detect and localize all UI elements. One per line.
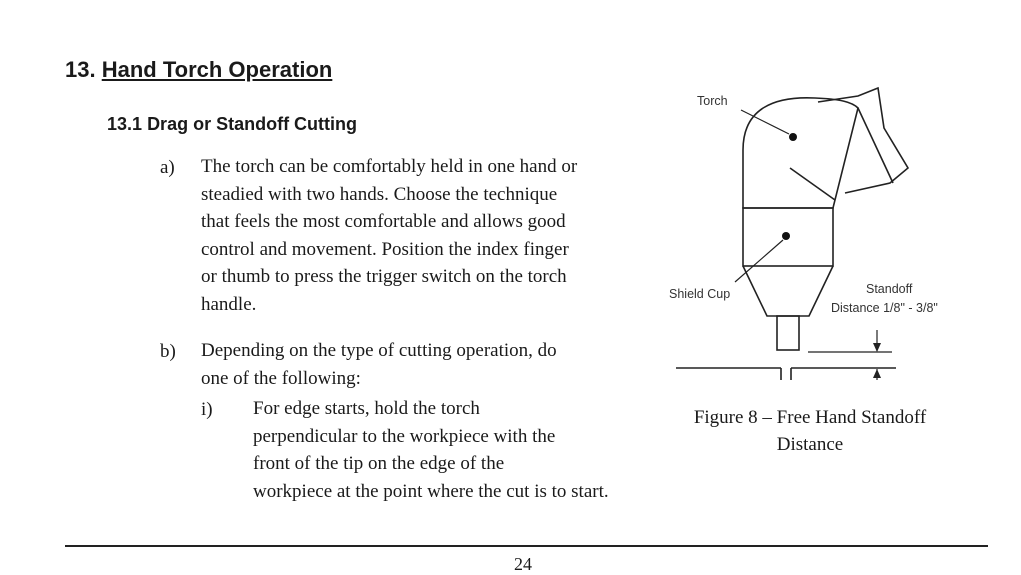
text-line: or thumb to press the trigger switch on the torch xyxy=(201,266,567,287)
torch-pointer-dot xyxy=(789,133,797,141)
standoff-label-line1: Standoff xyxy=(866,282,913,296)
subitem-i-paragraph xyxy=(253,395,609,505)
workpiece xyxy=(676,368,896,380)
text-line: control and movement. Position the index finger xyxy=(201,238,569,260)
section-number: 13. xyxy=(65,57,96,82)
text-line: Depending on the type of cutting operation, do xyxy=(201,340,557,361)
text-line: steadied with two hands. Choose the technique xyxy=(201,183,558,205)
item-a-paragraph xyxy=(201,153,577,318)
text-line: workpiece at the point where the cut is to start. xyxy=(253,480,609,502)
section-title: Hand Torch Operation xyxy=(101,57,333,82)
torch-standoff-diagram xyxy=(660,80,1000,380)
shield-cup-label: Shield Cup xyxy=(669,287,731,301)
page-number: 24 xyxy=(514,554,532,574)
item-b-marker: b) xyxy=(160,341,176,362)
footer-rule xyxy=(65,545,988,547)
caption-line: Figure 8 – Free Hand Standoff xyxy=(693,407,927,428)
subsection-title: Drag or Standoff Cutting xyxy=(147,114,358,134)
text-line: For edge starts, hold the torch xyxy=(253,398,480,419)
torch-leader-line xyxy=(741,110,789,134)
standoff-dimension xyxy=(808,330,892,380)
text-line: The torch can be comfortably held in one hand or xyxy=(201,156,578,177)
subitem-i-marker: i) xyxy=(201,399,213,420)
figure-caption xyxy=(660,404,960,458)
item-a-marker: a) xyxy=(160,157,175,178)
text-line: handle. xyxy=(201,293,257,315)
text-line: perpendicular to the workpiece with the xyxy=(253,425,556,447)
caption-line: Distance xyxy=(776,434,844,455)
section-heading xyxy=(65,57,332,83)
item-b-paragraph xyxy=(201,337,557,392)
subsection-number: 13.1 xyxy=(107,114,143,134)
subsection-heading xyxy=(107,114,357,135)
text-line: front of the tip on the edge of the xyxy=(253,453,505,474)
arrow-down-icon xyxy=(873,343,881,352)
text-line: that feels the most comfortable and allows good xyxy=(201,211,566,232)
arrow-up-icon xyxy=(873,369,881,378)
standoff-label-line2: Distance 1/8" - 3/8" xyxy=(831,301,938,315)
shield-pointer-dot xyxy=(782,232,790,240)
torch-label: Torch xyxy=(697,94,728,108)
text-line: one of the following: xyxy=(201,367,361,389)
